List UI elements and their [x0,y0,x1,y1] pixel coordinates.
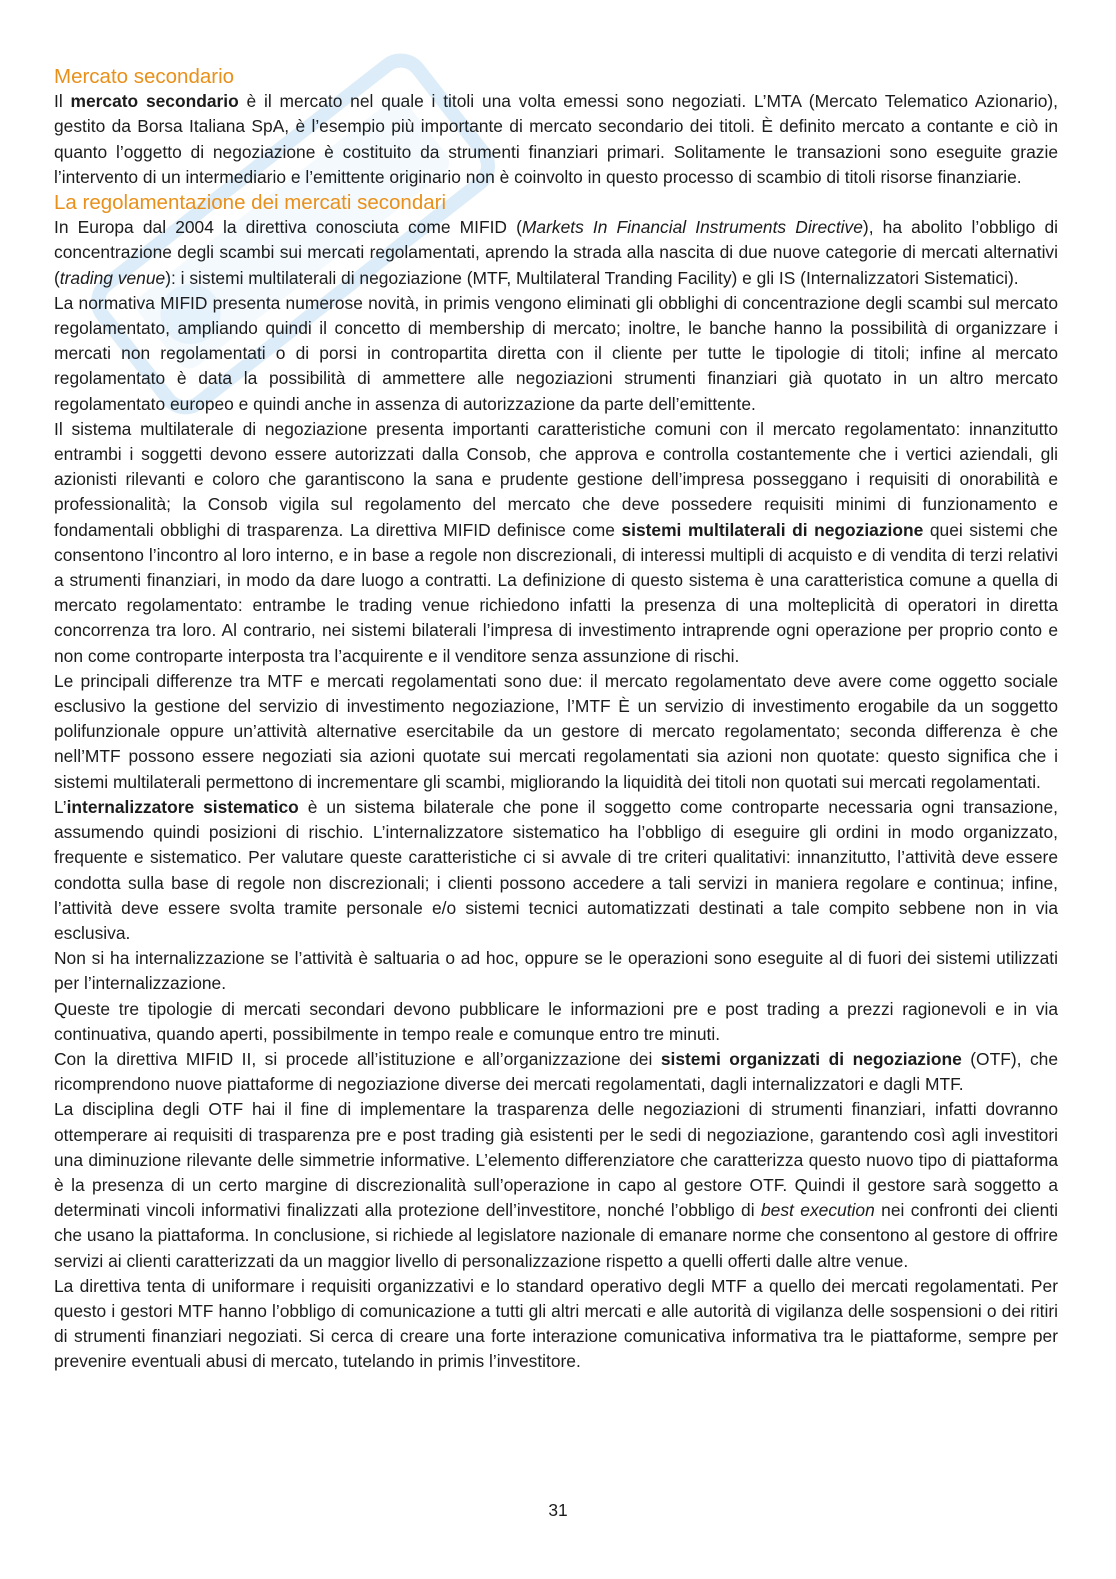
text-run: quei sistemi che consentono l’incontro al loro interno, e in base a regole non discrezionali, di interessi multipli di acquisto e di vendita di terzi relativi a strumenti finanziari, in modo da dare luogo a contratti. La definizione di questo sistema è una caratteristica comune a quella di mercato regolamentato: entrambe le trading venue richiedono infatti la presenza di una molteplicità di operatori in diretta concorrenza tra loro. Al contrario, nei sistemi bilaterali l’impresa di investimento intraprende ogni operazione per proprio conto e non come controparte interposta tra l’acquirente e il venditore senza assunzione di rischi. [54,519,1058,666]
bold-term: sistemi multilaterali di negoziazione [621,519,924,540]
paragraph [54,1047,1058,1097]
paragraph [54,1097,1058,1273]
paragraph: Queste tre tipologie di mercati secondari devono pubblicare le informazioni pre e post trading a prezzi ragionevoli e in via continuativa, quando aperti, possibilmente in tempo reale e comunque entro tre minuti. [54,998,1058,1044]
paragraph: La direttiva tenta di uniformare i requisiti organizzativi e lo standard operativo degli MTF a quello dei mercati regolamentati. Per questo i gestori MTF hanno l’obbligo di comunicazione a tutti gli altri mercati e alle autorità di vigilanza delle sospensioni o dei ritiri di strumenti finanziari negoziati. Si cerca di creare una forte interazione comunicativa informativa tra le piattaforme, sempre per prevenire eventuali abusi di mercato, tutelando in primis l’investitore. [54,1275,1058,1372]
italic-term: best execution [761,1200,875,1221]
text-run: ), ha abolito l’obbligo di concentrazione degli scambi sui mercati regolamentati, aprendo la strada alla nascita di due nuove categorie di mercati alternativi ( [54,217,1059,288]
paragraph: La normativa MIFID presenta numerose novità, in primis vengono eliminati gli obblighi di concentrazione degli scambi sul mercato regolamentato, ampliando quindi il concetto di membership di mercato; inoltre, le banche hanno la possibilità di organizzare i mercati non regolamentati o di porsi in contropartita diretta con il cliente per tutte le tipologie di titoli; infine al mercato regolamentato è data la possibilità di ammettere alle negoziazioni strumenti finanziari già quotato in un altro mercato regolamentato europeo e quindi anche in assenza di autorizzazione da parte dell’emittente. [54,292,1058,414]
text-run: La disciplina degli OTF hai il fine di implementare la trasparenza delle negoziazioni di strumenti finanziari, infatti dovranno ottemperare ai requisiti di trasparenza pre e post trading già esistenti per le sedi di negoziazione, garantendo così agli investitori una diminuzione rilevante delle simmetrie informative. L’elemento differenziatore che caratterizza questo nuovo tipo di piattaforma è la presenza di un certo margine di discrezionalità sull’operazione in capo al gestore OTF. Quindi il gestore sarà soggetto a determinati vincoli informativi finalizzati alla protezione dell’investitore, nonché l’obbligo di [54,1099,1058,1221]
section-heading-regolamentazione: La regolamentazione dei mercati secondari [54,191,447,215]
paragraph: Non si ha internalizzazione se l’attività è saltuaria o ad hoc, oppure se le operazioni sono eseguite al di fuori dei sistemi utilizzati per l’internalizzazione. [54,948,1058,994]
paragraph [54,417,1058,669]
bold-term: sistemi organizzati di negoziazione [660,1048,962,1069]
document-page [54,64,1058,1375]
italic-term: Markets In Financial Instruments Directive [521,217,863,238]
paragraph: Le principali differenze tra MTF e mercati regolamentati sono due: il mercato regolamentato deve avere come oggetto sociale esclusivo la gestione del servizio di investimento negoziazione, l’MTF È un servizio di investimento erogabile da un soggetto polifunzionale oppure un’attività alternative esercitabile da un gestore di mercato regolamentato; seconda differenza è che nell’MTF possono essere negoziati sia azioni quotate sui mercati regolamentati sia azioni non quotate: questo significa che i sistemi multilaterali permettono di incrementare gli scambi, migliorando la liquidità dei titoli non quotati sui mercati regolamentati. [54,670,1058,792]
text-run: è il mercato nel quale i titoli una volta emessi sono negoziati. L’MTA (Mercato Telematico Azionario), gestito da Borsa Italiana SpA, è l’esempio più importante di mercato secondario dei titoli. È definito mercato a contante e ciò in quanto l’oggetto di negoziazione è costituito da strumenti finanziari primari. Solitamente le transazioni sono eseguite grazie l’intervento di un intermediario e l’emittente originario non è coinvolto in questo processo di scambio di titoli risorse finanziarie. [54,91,1058,187]
paragraph [54,795,1058,946]
text-run: In Europa dal 2004 la direttiva conosciuta come MIFID ( [54,217,522,238]
text-run: Il [54,91,71,112]
italic-term: trading venue [59,267,166,288]
text-run: Il sistema multilaterale di negoziazione presenta importanti caratteristiche comuni con il mercato regolamentato: innanzitutto entrambi i soggetti devono essere autorizzati dalla Consob, che approva e controlla costantemente che i vertici aziendali, gli azionisti rilevanti e coloro che garantiscono la sana e prudente gestione dell’impresa posseggano i requisiti di onorabilità e professionalità; la Consob vigila sul regolamento del mercato che deve possedere requisiti minimi di funzionamento e fondamentali obblighi di trasparenza. La direttiva MIFID definisce come [54,418,1058,540]
bold-term: mercato secondario [70,91,239,112]
page-number: 31 [548,1500,568,1520]
text-run: ): i sistemi multilaterali di negoziazione (MTF, Multilateral Tranding Facility) e gli IS (Internalizzatori Sistematici). [165,267,1019,288]
text-run: è un sistema bilaterale che pone il soggetto come controparte necessaria ogni transazione, assumendo quindi posizioni di rischio. L’internalizzatore sistematico ha l’obbligo di eseguire gli ordini in modo organizzato, frequente e sistematico. Per valutare queste caratteristiche ci si avvale di tre criteri qualitativi: innanzitutto, l’attività deve essere condotta sulla base di regole non discrezionali; i clienti possono accedere a tali servizi in maniera regolare e continua; infine, l’attività deve essere svolta tramite personale e/o sistemi tecnici automatizzati destinati a tale compito sebbene non in via esclusiva. [54,796,1058,943]
text-run: nei confronti dei clienti che usano la piattaforma. In conclusione, si richiede al legislatore nazionale di emanare norme che consentono al gestore di offrire servizi ai clienti caratterizzati da un maggior livello di personalizzazione rispetto a quelli offerti dalle altre venue. [54,1200,1058,1271]
paragraph [54,215,1058,291]
paragraph [54,89,1058,190]
text-run: Con la direttiva MIFID II, si procede all’istituzione e all’organizzazione dei [54,1048,661,1069]
section-heading-mercato-secondario: Mercato secondario [54,65,235,88]
text-run: L’ [54,796,67,817]
text-run: (OTF), che ricomprendono nuove piattaforme di negoziazione diverse dei mercati regolamentati, dagli internalizzatori e dagli MTF. [54,1048,1059,1095]
bold-term: internalizzatore sistematico [66,796,299,817]
